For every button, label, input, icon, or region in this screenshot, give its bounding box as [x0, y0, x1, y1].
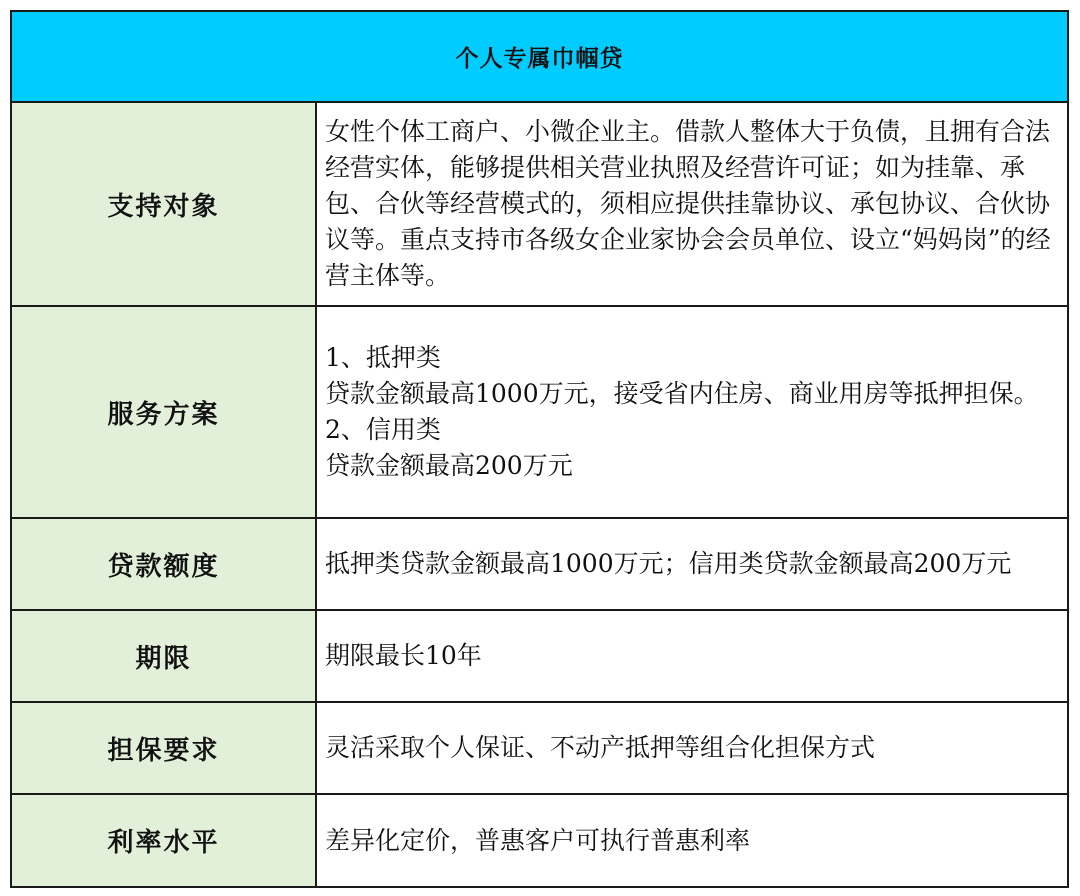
row-label: 贷款额度 — [107, 551, 220, 582]
row-label-cell — [12, 307, 317, 517]
table-row-loan-amount — [12, 519, 1067, 611]
table-title: 个人专属巾帼贷 — [455, 46, 624, 72]
table-row-support-target — [12, 103, 1067, 307]
row-content: 抵押类贷款金额最高1000万元；信用类贷款金额最高200万元 — [325, 549, 1012, 578]
row-label: 担保要求 — [107, 735, 220, 766]
table-row-term — [12, 611, 1067, 703]
row-content-cell — [317, 307, 1067, 517]
row-content-cell — [317, 703, 1067, 793]
row-label-cell — [12, 795, 317, 886]
row-content-cell — [317, 611, 1067, 701]
row-content-cell — [317, 795, 1067, 886]
product-table — [10, 10, 1069, 888]
row-content: 女性个体工商户、小微企业主。借款人整体大于负债，且拥有合法经营实体，能够提供相关营业执照及经营许可证；如为挂靠、承包、合伙等经营模式的，须相应提供挂靠协议、承包协议、合伙协议等。重点支持市各级女企业家协会会员单位、设立“妈妈岗”的经营主体等。 — [325, 117, 1051, 290]
table-row-guarantee — [12, 703, 1067, 795]
row-label: 利率水平 — [107, 828, 220, 858]
table-row-service-plan — [12, 307, 1067, 519]
row-content: 期限最长10年 — [325, 641, 482, 670]
row-label-cell — [12, 611, 317, 701]
row-content: 灵活采取个人保证、不动产抵押等组合化担保方式 — [325, 733, 876, 762]
row-label: 支持对象 — [107, 191, 220, 222]
row-content-cell — [317, 103, 1067, 305]
table-title-row — [12, 12, 1067, 103]
table-row-interest-rate — [12, 795, 1067, 886]
row-content-cell — [317, 519, 1067, 609]
row-label-cell — [12, 103, 317, 305]
row-label-cell — [12, 703, 317, 793]
row-content: 1、抵押类 贷款金额最高1000万元，接受省内住房、商业用房等抵押担保。 2、信用类 贷款金额最高200万元 — [325, 343, 1039, 480]
row-content: 差异化定价，普惠客户可执行普惠利率 — [325, 825, 751, 855]
row-label-cell — [12, 519, 317, 609]
row-label: 服务方案 — [107, 399, 220, 430]
row-label: 期限 — [135, 643, 192, 674]
